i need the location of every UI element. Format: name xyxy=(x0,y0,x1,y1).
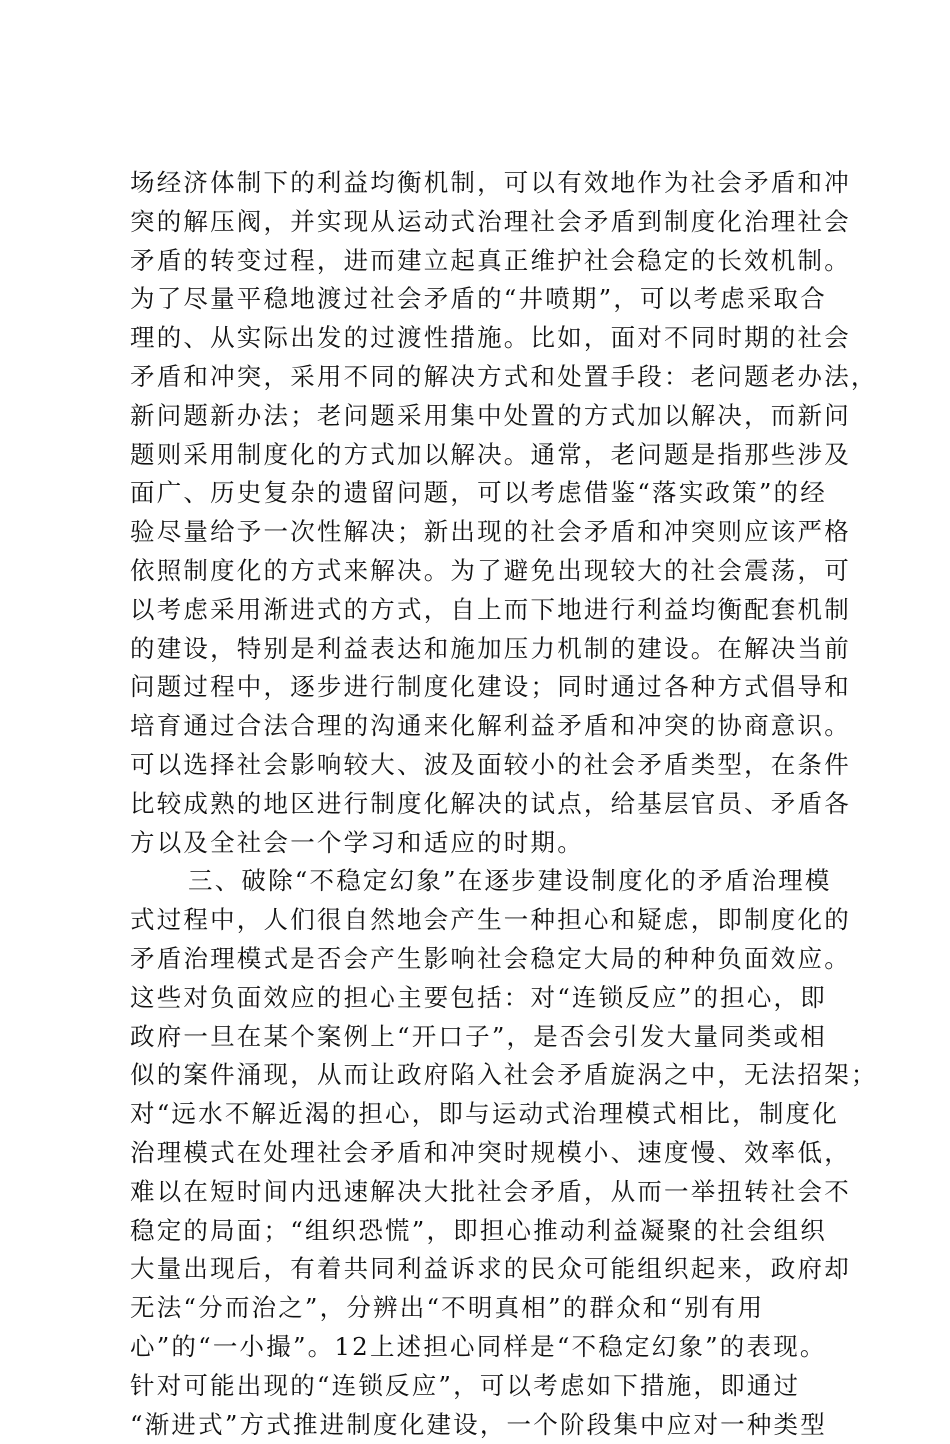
text-line: 这些对负面效应的担心主要包括：对“连锁反应”的担心，即 xyxy=(130,979,850,1018)
text-line: 新问题新办法；老问题采用集中处置的方式加以解决，而新问 xyxy=(130,397,850,436)
text-line: 心”的“一小撮”。12上述担心同样是“不稳定幻象”的表现。 xyxy=(130,1328,850,1367)
text-line: 可以选择社会影响较大、波及面较小的社会矛盾类型，在条件 xyxy=(130,746,850,785)
text-line: 理的、从实际出发的过渡性措施。比如，面对不同时期的社会 xyxy=(130,319,850,358)
text-line: 式过程中，人们很自然地会产生一种担心和疑虑，即制度化的 xyxy=(130,901,850,940)
text-line: 似的案件涌现，从而让政府陷入社会矛盾旋涡之中，无法招架； xyxy=(130,1056,850,1095)
text-line: 难以在短时间内迅速解决大批社会矛盾，从而一举扭转社会不 xyxy=(130,1173,850,1212)
text-line: 验尽量给予一次性解决；新出现的社会矛盾和冲突则应该严格 xyxy=(130,513,850,552)
text-line: 问题过程中，逐步进行制度化建设；同时通过各种方式倡导和 xyxy=(130,668,850,707)
text-line: 对“远水不解近渴的担心，即与运动式治理模式相比，制度化 xyxy=(130,1095,850,1134)
text-line: 矛盾治理模式是否会产生影响社会稳定大局的种种负面效应。 xyxy=(130,940,850,979)
text-line: 矛盾和冲突，采用不同的解决方式和处置手段：老问题老办法， xyxy=(130,358,850,397)
section-heading-line: 三、破除“不稳定幻象”在逐步建设制度化的矛盾治理模 xyxy=(130,862,850,901)
text-line: “渐进式”方式推进制度化建设，一个阶段集中应对一种类型 xyxy=(130,1406,850,1444)
text-line: 面广、历史复杂的遗留问题，可以考虑借鉴“落实政策”的经 xyxy=(130,474,850,513)
text-line: 题则采用制度化的方式加以解决。通常，老问题是指那些涉及 xyxy=(130,436,850,475)
text-line: 无法“分而治之”，分辨出“不明真相”的群众和“别有用 xyxy=(130,1289,850,1328)
text-line: 治理模式在处理社会矛盾和冲突时规模小、速度慢、效率低， xyxy=(130,1134,850,1173)
text-line: 依照制度化的方式来解决。为了避免出现较大的社会震荡，可 xyxy=(130,552,850,591)
text-line: 培育通过合法合理的沟通来化解利益矛盾和冲突的协商意识。 xyxy=(130,707,850,746)
text-line: 矛盾的转变过程，进而建立起真正维护社会稳定的长效机制。 xyxy=(130,242,850,281)
text-line: 稳定的局面；“组织恐慌”，即担心推动利益凝聚的社会组织 xyxy=(130,1212,850,1251)
text-line: 为了尽量平稳地渡过社会矛盾的“井喷期”，可以考虑采取合 xyxy=(130,280,850,319)
text-line: 场经济体制下的利益均衡机制，可以有效地作为社会矛盾和冲 xyxy=(130,164,850,203)
text-line: 针对可能出现的“连锁反应”，可以考虑如下措施，即通过 xyxy=(130,1367,850,1406)
text-line: 突的解压阀，并实现从运动式治理社会矛盾到制度化治理社会 xyxy=(130,203,850,242)
text-line: 政府一旦在某个案例上“开口子”，是否会引发大量同类或相 xyxy=(130,1018,850,1057)
text-line: 以考虑采用渐进式的方式，自上而下地进行利益均衡配套机制 xyxy=(130,591,850,630)
text-line: 方以及全社会一个学习和适应的时期。 xyxy=(130,824,850,863)
text-line: 比较成熟的地区进行制度化解决的试点，给基层官员、矛盾各 xyxy=(130,785,850,824)
document-body xyxy=(130,164,850,1444)
text-line: 大量出现后，有着共同利益诉求的民众可能组织起来，政府却 xyxy=(130,1250,850,1289)
text-line: 的建设，特别是利益表达和施加压力机制的建设。在解决当前 xyxy=(130,630,850,669)
